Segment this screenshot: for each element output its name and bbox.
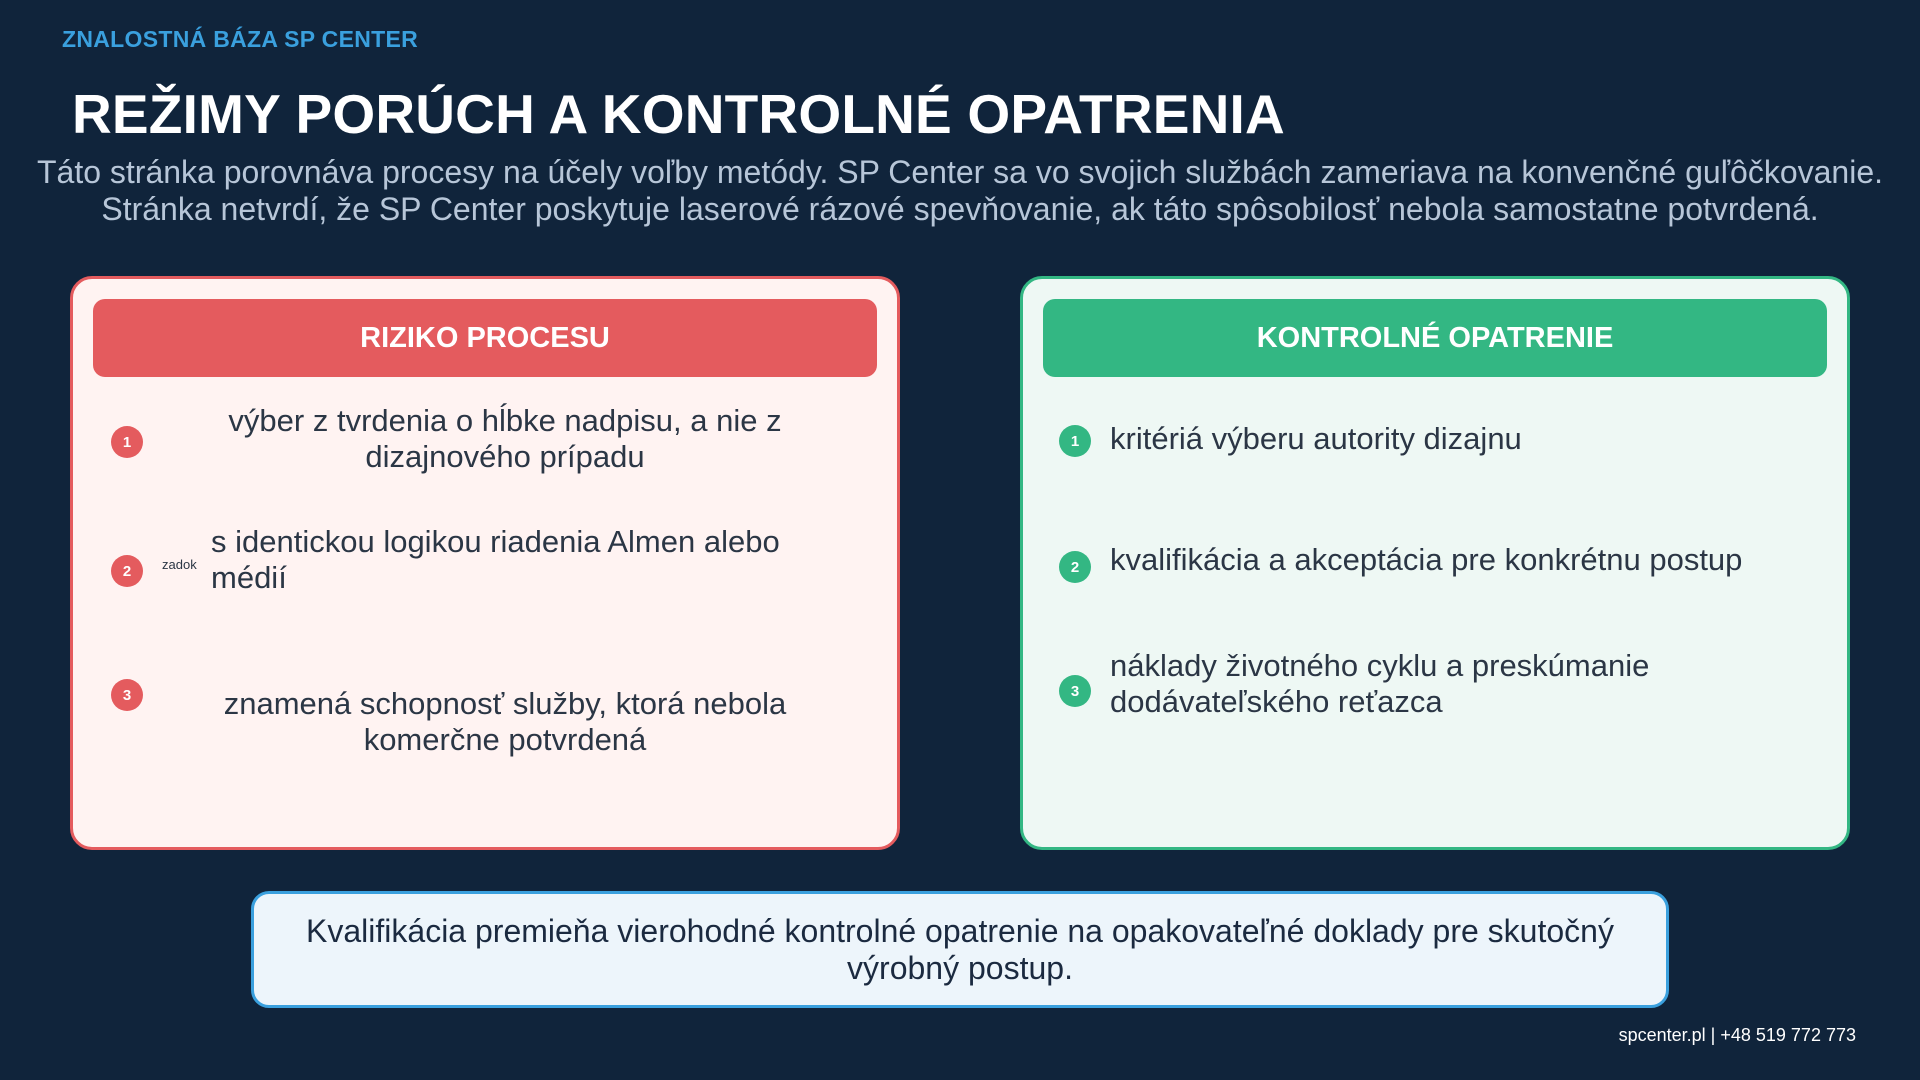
risk-item-2-label: zadok [162,557,197,572]
risk-item-number-1: 1 [111,426,143,458]
control-panel-heading: KONTROLNÉ OPATRENIE [1043,299,1827,377]
control-panel [1020,276,1850,850]
risk-item-2: s identickou logikou riadenia Almen alebo médií [211,524,780,595]
summary-callout: Kvalifikácia premieňa vierohodné kontrolné opatrenie na opakovateľné doklady pre skutočný výrobný postup. [251,891,1669,1008]
risk-panel [70,276,900,850]
control-item-1: kritériá výberu autority dizajnu [1110,421,1522,456]
control-item-3: náklady životného cyklu a preskúmanie dodávateľského reťazca [1110,648,1650,719]
control-item-number-2: 2 [1059,551,1091,583]
knowledge-base-kicker: ZNALOSTNÁ BÁZA SP CENTER [62,26,419,52]
risk-item-number-2: 2 [111,555,143,587]
footer-contact: spcenter.pl | +48 519 772 773 [1618,1025,1856,1045]
control-item-number-3: 3 [1059,675,1091,707]
risk-panel-heading: RIZIKO PROCESU [93,299,877,377]
risk-item-number-3: 3 [111,679,143,711]
control-item-number-1: 1 [1059,425,1091,457]
page-subtitle: Táto stránka porovnáva procesy na účely voľby metódy. SP Center sa vo svojich službách zameriava na konvenčné guľôčkovanie. Stránka netvrdí, že SP Center poskytuje laserové rázové spevňovanie, ak táto spôsobilosť nebola samostatne potvrdená. [36,154,1883,227]
page-title: REŽIMY PORÚCH A KONTROLNÉ OPATRENIA [72,83,1285,145]
control-item-2: kvalifikácia a akceptácia pre konkrétnu postup [1110,542,1743,577]
risk-item-1: výber z tvrdenia o hĺbke nadpisu, a nie z dizajnového prípadu [228,403,782,474]
risk-item-3: znamená schopnosť služby, ktorá nebola komerčne potvrdená [223,686,787,757]
